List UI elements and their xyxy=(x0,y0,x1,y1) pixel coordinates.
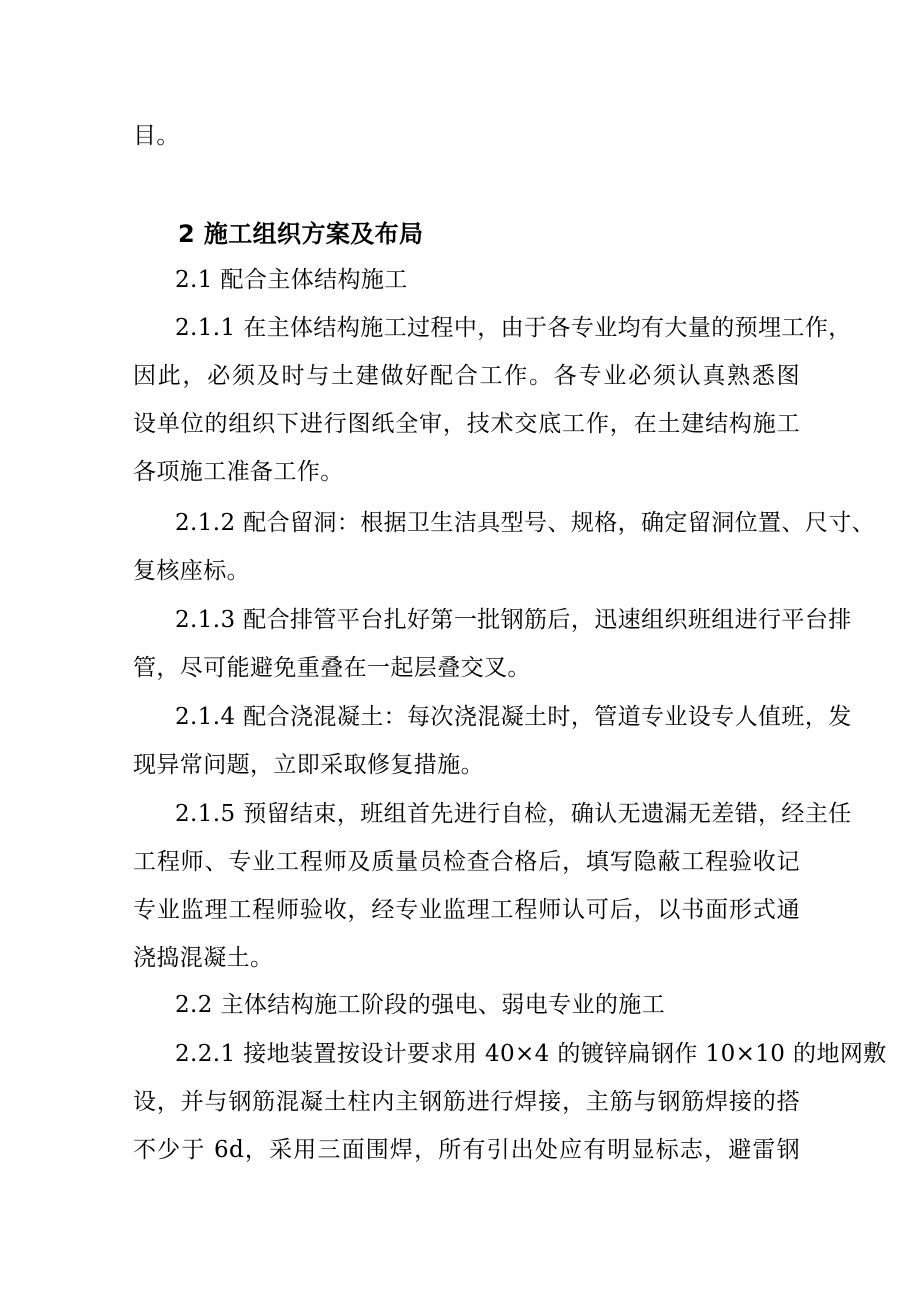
paragraph-line: 2.1.3 配合排管平台扎好第一批钢筋后，迅速组织班组进行平台排 xyxy=(175,607,852,633)
paragraph-line: 现异常问题，立即采取修复措施。 xyxy=(133,752,484,778)
paragraph-line: 2.1.5 预留结束，班组首先进行自检，确认无遗漏无差错，经主任 xyxy=(175,801,852,827)
paragraph-line: 各项施工准备工作。 xyxy=(133,459,344,485)
paragraph-line: 管，尽可能避免重叠在一起层叠交叉。 xyxy=(133,655,531,681)
paragraph-line: 设单位的组织下进行图纸全审，技术交底工作，在土建结构施工 xyxy=(133,411,800,437)
paragraph-line: 浇捣混凝土。 xyxy=(133,945,274,971)
carry-over-text: 目。 xyxy=(133,123,180,149)
paragraph-line: 专业监理工程师验收，经专业监理工程师认可后，以书面形式通 xyxy=(133,897,800,923)
subsection-title-2-2: 2.2 主体结构施工阶段的强电、弱电专业的施工 xyxy=(175,992,666,1018)
paragraph-line: 2.1.2 配合留洞：根据卫生洁具型号、规格，确定留洞位置、尺寸、 xyxy=(175,510,876,536)
paragraph-line: 2.1.1 在主体结构施工过程中，由于各专业均有大量的预埋工作， xyxy=(175,315,852,341)
paragraph-line: 因此，必须及时与土建做好配合工作。各专业必须认真熟悉图 xyxy=(133,363,800,389)
paragraph-line: 2.2.1 接地装置按设计要求用 40×4 的镀锌扁钢作 10×10 的地网敷 xyxy=(175,1041,887,1067)
paragraph-line: 复核座标。 xyxy=(133,558,250,584)
subsection-title-2-1: 2.1 配合主体结构施工 xyxy=(175,267,408,293)
section-heading: 2 施工组织方案及布局 xyxy=(178,220,424,248)
paragraph-line: 2.1.4 配合浇混凝土：每次浇混凝土时，管道专业设专人值班，发 xyxy=(175,704,852,730)
paragraph-line: 不少于 6d，采用三面围焊，所有引出处应有明显标志，避雷钢 xyxy=(133,1137,800,1163)
paragraph-line: 工程师、专业工程师及质量员检查合格后，填写隐蔽工程验收记 xyxy=(133,849,800,875)
paragraph-line: 设，并与钢筋混凝土柱内主钢筋进行焊接，主筋与钢筋焊接的搭 xyxy=(133,1089,800,1115)
